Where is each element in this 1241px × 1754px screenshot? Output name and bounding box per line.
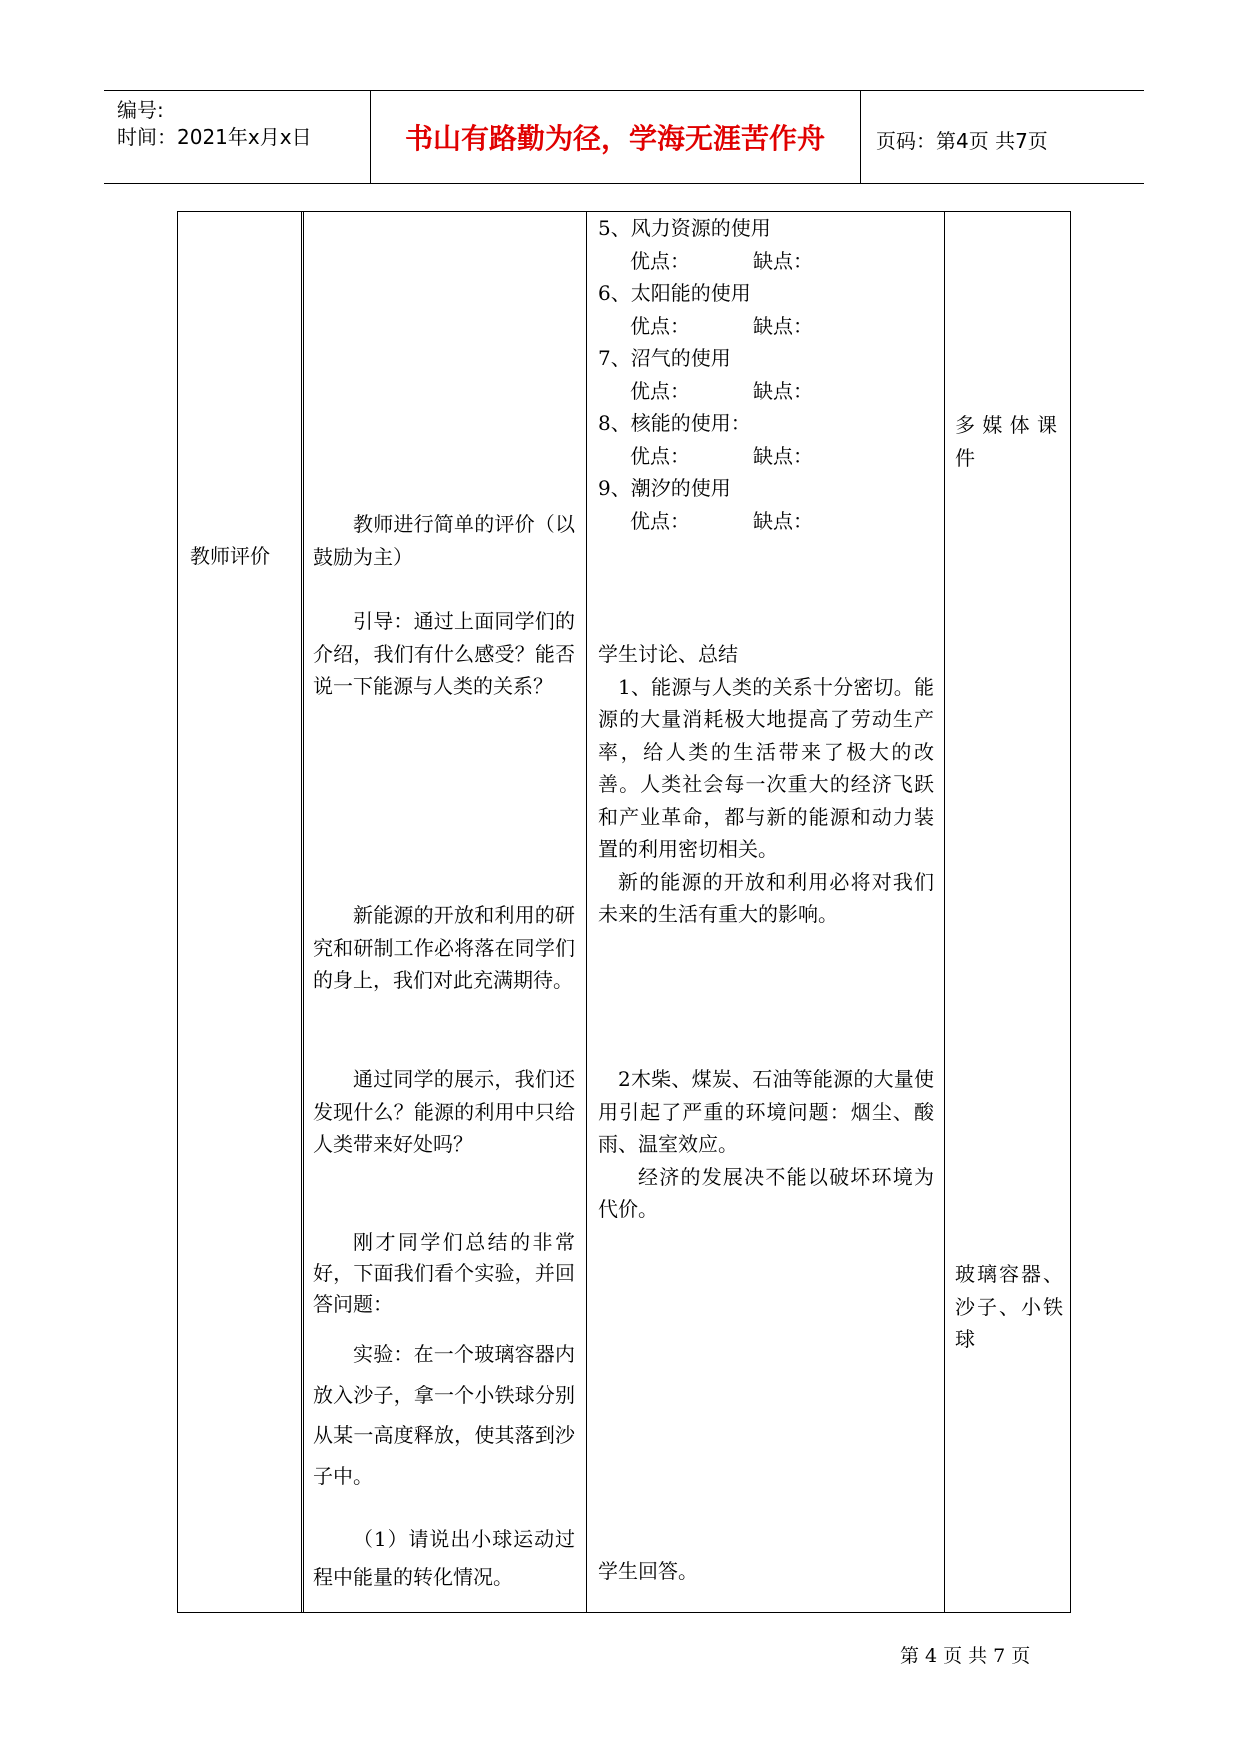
- column-divider: [303, 212, 304, 1612]
- energy-items-list: [598, 212, 934, 537]
- energy-item-title: 6、太阳能的使用: [598, 281, 751, 305]
- footer-page-current: 4: [925, 1645, 938, 1667]
- experiment-question: [313, 1520, 575, 1596]
- teacher-question: [313, 1063, 575, 1161]
- teacher-text: 引导：通过上面同学们的介绍，我们有什么感受？能否说一下能源与人类的关系？: [313, 609, 575, 698]
- teacher-text: 新能源的开放和利用的研究和研制工作必将落在同学们的身上，我们对此充满期待。: [313, 903, 575, 992]
- summary-point-2-cont: 经济的发展决不能以破坏环境为代价。: [598, 1164, 934, 1221]
- energy-item-pros-cons: [598, 505, 934, 538]
- discussion-title: 学生讨论、总结: [598, 642, 738, 666]
- teacher-expectation: [313, 899, 575, 997]
- summary-point-1-cont: 新的能源的开放和利用必将对我们未来的生活有重大的影响。: [598, 869, 934, 926]
- teacher-text: 通过同学的展示，我们还发现什么？能源的利用中只给人类带来好处吗？: [313, 1067, 575, 1156]
- page-footer: [900, 1641, 1030, 1668]
- summary-point-2: 2木柴、煤炭、石油等能源的大量使用引起了严重的环境问题：烟尘、酸雨、温室效应。: [598, 1067, 934, 1156]
- pros-label: 优点：: [630, 248, 690, 273]
- energy-item-title: 9、潮汐的使用: [598, 476, 731, 500]
- cons-label: 缺点：: [753, 378, 813, 403]
- media-courseware: [955, 409, 1063, 474]
- cons-label: 缺点：: [753, 443, 813, 468]
- energy-item-title: 8、核能的使用：: [598, 411, 751, 435]
- energy-item-pros-cons: [598, 375, 934, 408]
- cons-label: 缺点：: [753, 248, 813, 273]
- header-top-rule: [104, 90, 1144, 91]
- header-bottom-rule: [104, 183, 1144, 184]
- teacher-evaluation: [313, 508, 575, 573]
- energy-item-title: 5、风力资源的使用: [598, 216, 771, 240]
- header-divider-right: [860, 90, 861, 183]
- media-text: 多媒体课件: [955, 413, 1063, 470]
- teacher-text: 刚才同学们总结的非常好，下面我们看个实验，并回答问题：: [313, 1230, 575, 1316]
- teacher-text: 教师进行简单的评价（以鼓励为主）: [313, 512, 575, 569]
- column-divider: [944, 212, 945, 1612]
- student-summary: [598, 638, 934, 931]
- date-label: 时间：2021年x月x日: [117, 125, 312, 149]
- energy-item-title: 7、沼气的使用: [598, 346, 731, 370]
- pros-label: 优点：: [630, 443, 690, 468]
- column-divider: [301, 212, 302, 1612]
- stage-label: 教师评价: [190, 544, 270, 568]
- pros-label: 优点：: [630, 313, 690, 338]
- energy-item-pros-cons: [598, 440, 934, 473]
- summary-point-1: 1、能源与人类的关系十分密切。能源的大量消耗极大地提高了劳动生产率，给人类的生活带来了极大的改善。人类社会每一次重大的经济飞跃和产业革命，都与新的能源和动力装置的利用密切相关。: [598, 674, 934, 861]
- experiment-description: [313, 1334, 575, 1496]
- teacher-text: （1）请说出小球运动过程中能量的转化情况。: [313, 1527, 575, 1589]
- footer-mid: 页 共: [943, 1645, 988, 1667]
- serial-number-label: 编号:: [117, 98, 164, 122]
- teacher-guidance: [313, 605, 575, 703]
- page-indicator: 页码：第4页 共7页: [876, 129, 1048, 153]
- media-text: 玻璃容器、沙子、小铁球: [955, 1262, 1063, 1351]
- cons-label: 缺点：: [753, 313, 813, 338]
- cons-label: 缺点：: [753, 508, 813, 533]
- footer-suffix: 页: [1011, 1645, 1031, 1667]
- energy-item-pros-cons: [598, 310, 934, 343]
- motto: 书山有路勤为径，学海无涯苦作舟: [404, 122, 825, 155]
- column-divider: [586, 212, 587, 1612]
- student-environment: [598, 1063, 934, 1226]
- media-materials: [955, 1258, 1063, 1356]
- footer-prefix: 第: [900, 1645, 920, 1667]
- pros-label: 优点：: [630, 508, 690, 533]
- footer-page-total: 7: [993, 1645, 1006, 1667]
- pros-label: 优点：: [630, 378, 690, 403]
- teacher-intro: [313, 1227, 575, 1320]
- energy-item-pros-cons: [598, 245, 934, 278]
- teacher-text: 实验：在一个玻璃容器内放入沙子，拿一个小铁球分别从某一高度释放，使其落到沙子中。: [313, 1342, 575, 1488]
- student-answer: 学生回答。: [598, 1559, 698, 1583]
